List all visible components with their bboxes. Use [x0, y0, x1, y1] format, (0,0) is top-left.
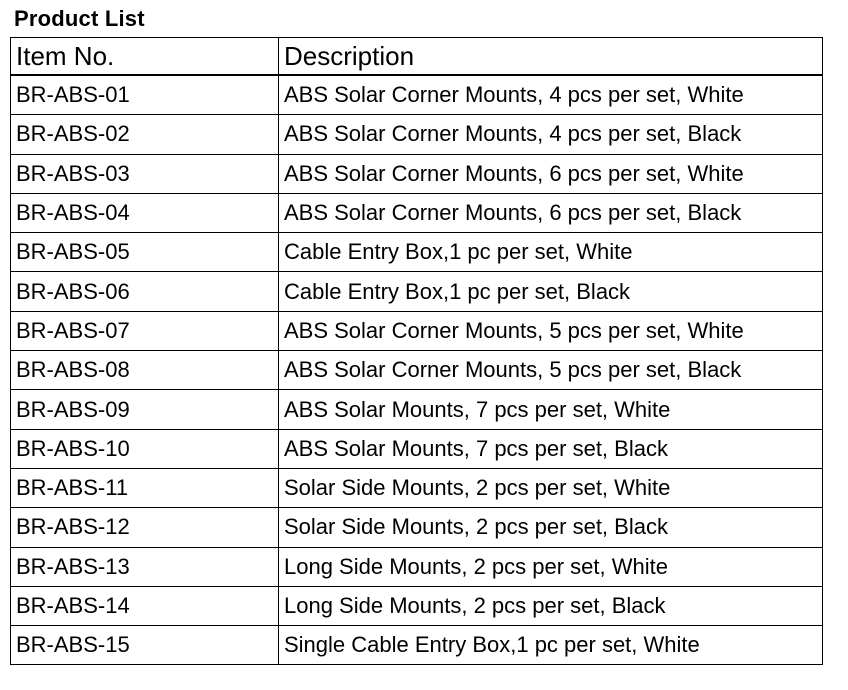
description-cell: ABS Solar Mounts, 7 pcs per set, Black	[279, 429, 823, 468]
table-row	[11, 586, 823, 625]
item-number-cell: BR-ABS-03	[11, 154, 279, 193]
product-table	[10, 37, 823, 665]
table-row	[11, 429, 823, 468]
table-row	[11, 390, 823, 429]
description-cell: ABS Solar Corner Mounts, 5 pcs per set, White	[279, 311, 823, 350]
table-row	[11, 468, 823, 507]
column-header-item-no: Item No.	[11, 38, 279, 76]
item-number-cell: BR-ABS-15	[11, 626, 279, 665]
item-number-cell: BR-ABS-11	[11, 468, 279, 507]
table-row	[11, 272, 823, 311]
table-header-row	[11, 38, 823, 76]
table-row	[11, 154, 823, 193]
description-cell: Solar Side Mounts, 2 pcs per set, Black	[279, 508, 823, 547]
description-cell: Cable Entry Box,1 pc per set, White	[279, 233, 823, 272]
column-header-description: Description	[279, 38, 823, 76]
description-cell: ABS Solar Corner Mounts, 4 pcs per set, Black	[279, 115, 823, 154]
table-row	[11, 193, 823, 232]
item-number-cell: BR-ABS-13	[11, 547, 279, 586]
description-cell: ABS Solar Corner Mounts, 6 pcs per set, White	[279, 154, 823, 193]
item-number-cell: BR-ABS-02	[11, 115, 279, 154]
item-number-cell: BR-ABS-06	[11, 272, 279, 311]
description-cell: Long Side Mounts, 2 pcs per set, White	[279, 547, 823, 586]
table-row	[11, 233, 823, 272]
description-cell: Solar Side Mounts, 2 pcs per set, White	[279, 468, 823, 507]
description-cell: ABS Solar Corner Mounts, 4 pcs per set, White	[279, 75, 823, 115]
description-cell: ABS Solar Corner Mounts, 6 pcs per set, Black	[279, 193, 823, 232]
item-number-cell: BR-ABS-12	[11, 508, 279, 547]
item-number-cell: BR-ABS-07	[11, 311, 279, 350]
table-row	[11, 626, 823, 665]
item-number-cell: BR-ABS-09	[11, 390, 279, 429]
item-number-cell: BR-ABS-04	[11, 193, 279, 232]
item-number-cell: BR-ABS-05	[11, 233, 279, 272]
page-title: Product List	[14, 6, 145, 31]
table-row	[11, 311, 823, 350]
description-cell: ABS Solar Corner Mounts, 5 pcs per set, Black	[279, 351, 823, 390]
item-number-cell: BR-ABS-08	[11, 351, 279, 390]
item-number-cell: BR-ABS-10	[11, 429, 279, 468]
description-cell: Single Cable Entry Box,1 pc per set, White	[279, 626, 823, 665]
item-number-cell: BR-ABS-14	[11, 586, 279, 625]
table-row	[11, 351, 823, 390]
description-cell: Cable Entry Box,1 pc per set, Black	[279, 272, 823, 311]
table-row	[11, 75, 823, 115]
item-number-cell: BR-ABS-01	[11, 75, 279, 115]
table-row	[11, 508, 823, 547]
table-row	[11, 115, 823, 154]
description-cell: Long Side Mounts, 2 pcs per set, Black	[279, 586, 823, 625]
description-cell: ABS Solar Mounts, 7 pcs per set, White	[279, 390, 823, 429]
table-row	[11, 547, 823, 586]
